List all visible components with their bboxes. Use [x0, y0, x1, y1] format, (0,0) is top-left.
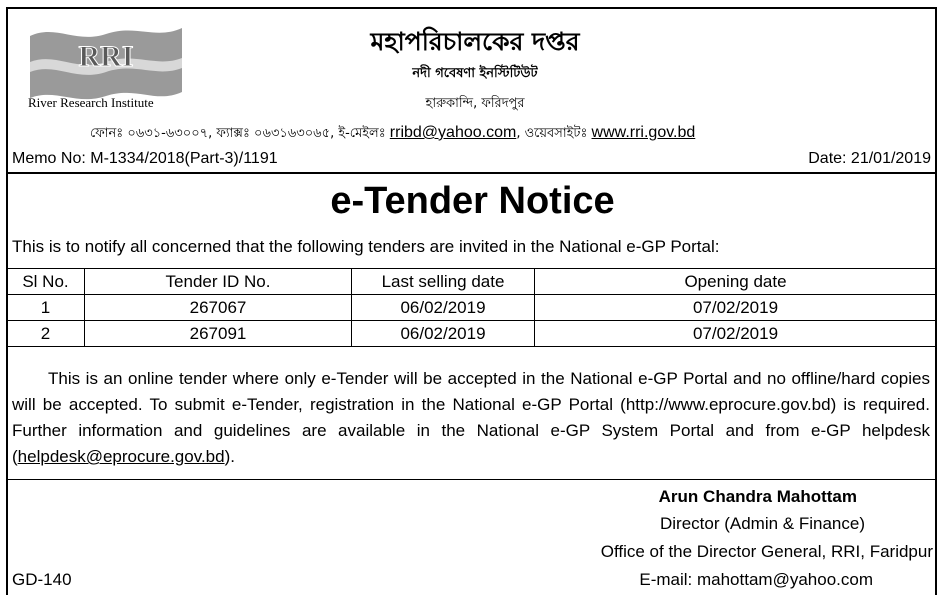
contact-line [90, 124, 695, 145]
location: হারুকান্দি, ফরিদপুর [425, 96, 525, 111]
notice-title: e-Tender Notice [330, 180, 615, 222]
contact-email-link[interactable]: rribd@yahoo.com [389, 124, 517, 141]
body-text-part2: ). [224, 447, 235, 466]
cell-opening: 07/02/2019 [535, 321, 937, 347]
signatory-office: Office of the Director General, RRI, Faridpur [600, 542, 933, 561]
cell-tender-id: 267091 [85, 321, 352, 347]
col-header-sl: Sl No. [7, 269, 85, 295]
cell-sl: 1 [7, 295, 85, 321]
header-divider [6, 172, 937, 174]
tender-table [6, 268, 937, 347]
contact-prefix: ফোনঃ ০৬৩১-৬৩০০৭, ফ্যাক্সঃ ০৬৩১৬৩০৬৫, ই-মেইলঃ [90, 126, 390, 141]
signatory-email: E-mail: mahottam@yahoo.com [639, 570, 873, 589]
footer-code: GD-140 [12, 570, 72, 589]
body-text-part1: This is an online tender where only e-Tender will be accepted in the National e-GP Portal and no offline/hard copies will be accepted. To submit e-Tender, registration in the National e-GP Portal (http://www.eprocure.gov.bd) is required. Further information and guidelines are available in the National e-GP System Portal and from e-GP helpdesk ( [12, 369, 930, 466]
body-divider [6, 479, 937, 480]
table-row [7, 321, 937, 347]
website-link[interactable]: www.rri.gov.bd [591, 124, 696, 141]
intro-text: This is to notify all concerned that the following tenders are invited in the National e-GP Portal: [12, 237, 720, 256]
table-row [7, 295, 937, 321]
cell-last-selling: 06/02/2019 [352, 321, 535, 347]
signatory-name: Arun Chandra Mahottam [658, 487, 857, 506]
helpdesk-email-link[interactable]: helpdesk@eprocure.gov.bd [17, 447, 225, 466]
office-name: মহাপরিচালকের দপ্তর [370, 27, 580, 56]
logo-caption: River Research Institute [28, 95, 154, 110]
contact-web-label: , ওয়েবসাইটঃ [516, 126, 592, 141]
logo-text: RRI [78, 40, 134, 73]
cell-last-selling: 06/02/2019 [352, 295, 535, 321]
signatory-title: Director (Admin & Finance) [659, 514, 865, 533]
cell-sl: 2 [7, 321, 85, 347]
cell-opening: 07/02/2019 [535, 295, 937, 321]
memo-number: Memo No: M-1334/2018(Part-3)/1191 [12, 150, 278, 167]
table-header-row [7, 269, 937, 295]
col-header-tender-id: Tender ID No. [85, 269, 352, 295]
col-header-opening: Opening date [535, 269, 937, 295]
col-header-last-selling: Last selling date [352, 269, 535, 295]
memo-date: Date: 21/01/2019 [808, 150, 931, 167]
body-paragraph [12, 366, 930, 470]
institute-name: নদী গবেষণা ইনস্টিটিউট [412, 66, 538, 81]
cell-tender-id: 267067 [85, 295, 352, 321]
